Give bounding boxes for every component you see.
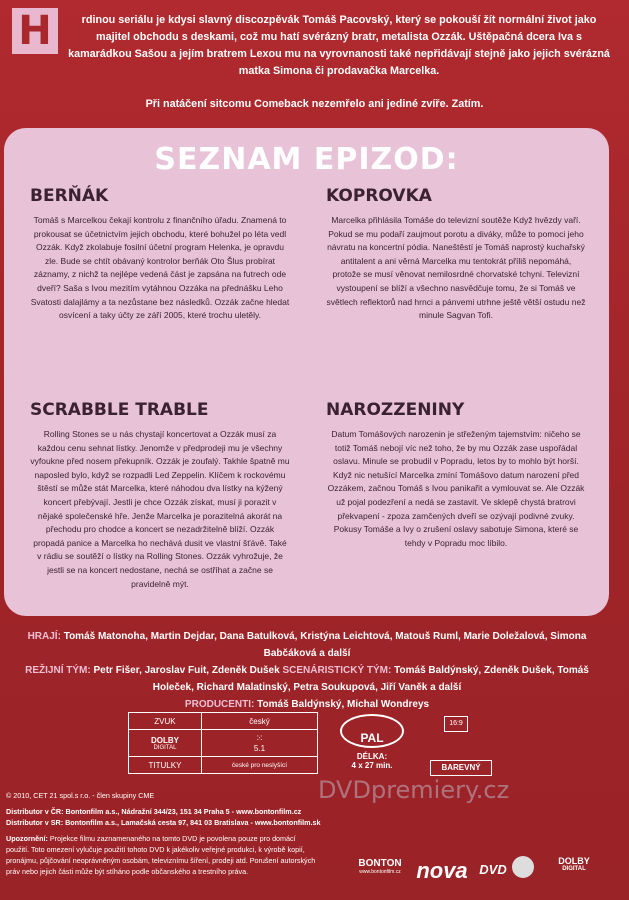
audio-language: český — [201, 713, 317, 730]
panel-title: SEZNAM EPIZOD: — [154, 142, 459, 177]
runtime-value: 4 x 27 min. — [351, 761, 393, 770]
episode-text: Rolling Stones se u nás chystají koncertovat a Ozzák musí za každou cenu sehnat lístky. Jenomže v předprodeji mu je všechny vyfoukne před nosem překupník. Ozzák je zoufalý. Takhle špatně mu naposled bylo, když se rozpadli Led Zeppelin. Klíčem k rockovému štěstí se může stát Marcelka, které náhodou dva lístky na kýžený koncert přebývají. Jestli je chce Ozzák získat, musí ji porazit v nějaké společenské hře. Jenže Marcelka je porazitelná akorát na přechodu pro chodce a koncert se nezadržitelně blíží. Ozzák propadá panice a Marcelka ho nechává dusit ve vlastní šťávě. Také v rádiu se soutěží o lístky na Rolling Stones. Ozzák vyhrožuje, že jestli se na koncert nedostane, nechá se ostříhat a začne se pravidelně mýt. — [30, 429, 290, 589]
warning-text: Projekce filmu zaznamenaného na tomto DVD je povolena pouze pro domácí použití. Toto omezení vylučuje použití tohoto DVD k jakékoliv veřejné produkci, k výrobě kopií, pronájmu, půjčování neoprávněným osobám, televiznímu šíření, prodeji atd. Porušení autorských práv nebo jejich části může být stíháno podle občanského a trestního práva. — [6, 834, 316, 876]
channels-value: 5.1 — [253, 744, 266, 753]
subtitles-value: české pro neslyšící — [201, 757, 317, 774]
runtime — [332, 752, 412, 770]
dolby-logo-sub: DIGITAL — [562, 866, 586, 872]
episode-text: Tomáš s Marcelkou čekají kontrolu z finančního úřadu. Znamená to prokousat se účetnictvím jejich obchodu, které bohužel po léta vedl Ozzák. Když zkolabuje fosilní účetní program Helenka, je opravdu zle. Bude se chtít obávaný kontrolor berňák Oto Šlus probírat záznamy, z nichž ta nejlépe vedená část je zapsána na futrech ode dveří? Saša s Ivou mezitím vytáhnou Ozzáka na přednášku Leho Svatosti dalajlámy a ta nezůstane bez následků. Ozzák začne hledat osvícení a taky účty ze září 2005, které trochu uletěly. — [30, 215, 290, 321]
tech-specs — [128, 712, 496, 782]
episode-title: BERŇÁK — [30, 186, 109, 206]
distributor-cz: Distributor v ČR: Bontonfilm a.s., Nádražní 344/23, 151 34 Praha 5 - www.bontonfilm.cz — [6, 807, 302, 816]
nova-logo: nova — [416, 858, 468, 883]
bonton-logo — [350, 858, 410, 875]
subtitles-label: TITULKY — [129, 757, 202, 774]
audio-subtitle-table — [128, 712, 318, 774]
bonton-logo-text: BONTON — [358, 858, 402, 869]
pal-text: PAL — [360, 731, 384, 745]
producers-list: Tomáš Baldýnský, Michal Wondreys — [257, 699, 430, 710]
distributor-sk: Distributor v SR: Bontonfilm a.s., Lamačská cesta 97, 841 03 Bratislava - www.bontonfilm.sk — [6, 818, 321, 827]
episode-list-panel — [4, 128, 609, 616]
writers-list: Tomáš Baldýnský, Zdeněk Dušek, Tomáš Holeček, Richard Malatinský, Petra Soukupová, Jiří Vaněk a další — [152, 665, 589, 693]
episode-title: NAROZZENINY — [326, 400, 465, 420]
dolby-sub: DIGITAL — [153, 744, 177, 751]
episode-text: Datum Tomášových narozenin je střeženým tajemstvím: ničeho se totiž Tomáš nebojí víc než toho, že by mu Ozzák zase uspořádal oslavu. Minule se probudil v Popradu, letos by to mohlo být horší. Když nic netušící Marcelka zmíní Tomášovo datum narození před Ozzákem, začnou Tomáš s Ivou panikařit a vymlouvat se. Ale Ozzák už pojal podezření a nedá se zastavit. Ve sklepě chystá bratrovi překvapení - zpoza zamčených dveří se ozývají podivné zvuky. Pokusy Tomáše a Ivy o zrušení oslavy sabotuje Simona, které se tehdy v Popradu moc líbilo. — [327, 429, 585, 548]
watermark-text: DVDpremiery.cz — [318, 776, 510, 804]
format-specs — [324, 712, 496, 782]
logo-strip — [350, 852, 629, 896]
dolby-logo-text: DOLBY — [558, 856, 590, 866]
bonton-url: www.bontonfilm.cz — [359, 869, 401, 875]
intro-text: rdinou seriálu je kdysi slavný discozpěvák Tomáš Pacovský, který se pokouší žít normální život jako majitel obchodu s deskami, což mu hatí svérázný bratr, metalista Ozzák. Uštěpačná dcera Iva s kamarádkou Sašou a jejím bratrem Lexou mu na vyrovnanosti také nepřidávají stejně jako jejich svérázná matka Simona či prodavačka Marcelka. — [68, 14, 610, 77]
runtime-label: DÉLKA: — [356, 752, 388, 761]
dolby-text: DOLBY — [150, 735, 179, 745]
episode-1 — [30, 186, 290, 323]
episode-3 — [30, 400, 290, 591]
pal-region-icon — [340, 714, 404, 748]
cast-list: Tomáš Matonoha, Martin Dejdar, Dana Batulková, Kristýna Leichtová, Matouš Ruml, Marie Doležalová, Simona Babčáková a další — [63, 631, 587, 659]
dolby-logo — [129, 730, 202, 757]
episode-title: SCRABBLE TRABLE — [30, 400, 209, 420]
copyright-text: © 2010, CET 21 spol.s r.o. - člen skupiny CME — [6, 791, 155, 800]
dropcap-letter: H — [12, 8, 58, 54]
directing-label: REŽIJNÍ TÝM: — [25, 665, 91, 676]
audio-label: ZVUK — [129, 713, 202, 730]
dvd-logo: DVD — [479, 862, 507, 877]
dolby-digital-logo — [544, 856, 604, 872]
aspect-ratio-badge: 16:9 — [444, 716, 468, 732]
writers-label: SCENÁRISTICKÝ TÝM: — [282, 665, 392, 676]
intro-tagline: Při natáčení sitcomu Comeback nezemřelo ani jediné zvíře. Zatím. — [145, 98, 484, 110]
disc-icon — [512, 856, 534, 878]
episode-title: KOPROVKA — [326, 186, 432, 206]
audio-channels — [201, 730, 317, 757]
episode-2 — [326, 186, 586, 323]
episode-text: Marcelka přihlásila Tomáše do televizní soutěže Když hvězdy vaří. Pokud se mu podaří zaujmout porotu a diváky, může to pomoci jeho návratu na koncertní pódia. Naneštěstí je Tomáš naprostý kuchařský antitalent a ani věrná Marcelka mu tentokrát příliš nepomáhá, protože se musí věnovat nemilosrdné chorvatské tchyni. Televizní vystoupení se blíží a všechno nasvědčuje tomu, že si Tomáš ve světlech reflektorů nad hrnci a pánvemi utrhne ještě větší ostudu než minule Sagvan Tofi. — [326, 215, 586, 321]
producers-label: PRODUCENTI: — [184, 699, 255, 710]
directing-list: Petr Fišer, Jaroslav Fuit, Zdeněk Dušek — [93, 665, 280, 676]
episode-4 — [326, 400, 586, 550]
speaker-icon: ⁙ — [255, 733, 264, 743]
color-badge: BAREVNÝ — [430, 760, 492, 776]
credits-block — [12, 628, 602, 713]
cast-label: HRAJÍ: — [27, 631, 61, 642]
warning-label: Upozornění: — [6, 834, 48, 843]
